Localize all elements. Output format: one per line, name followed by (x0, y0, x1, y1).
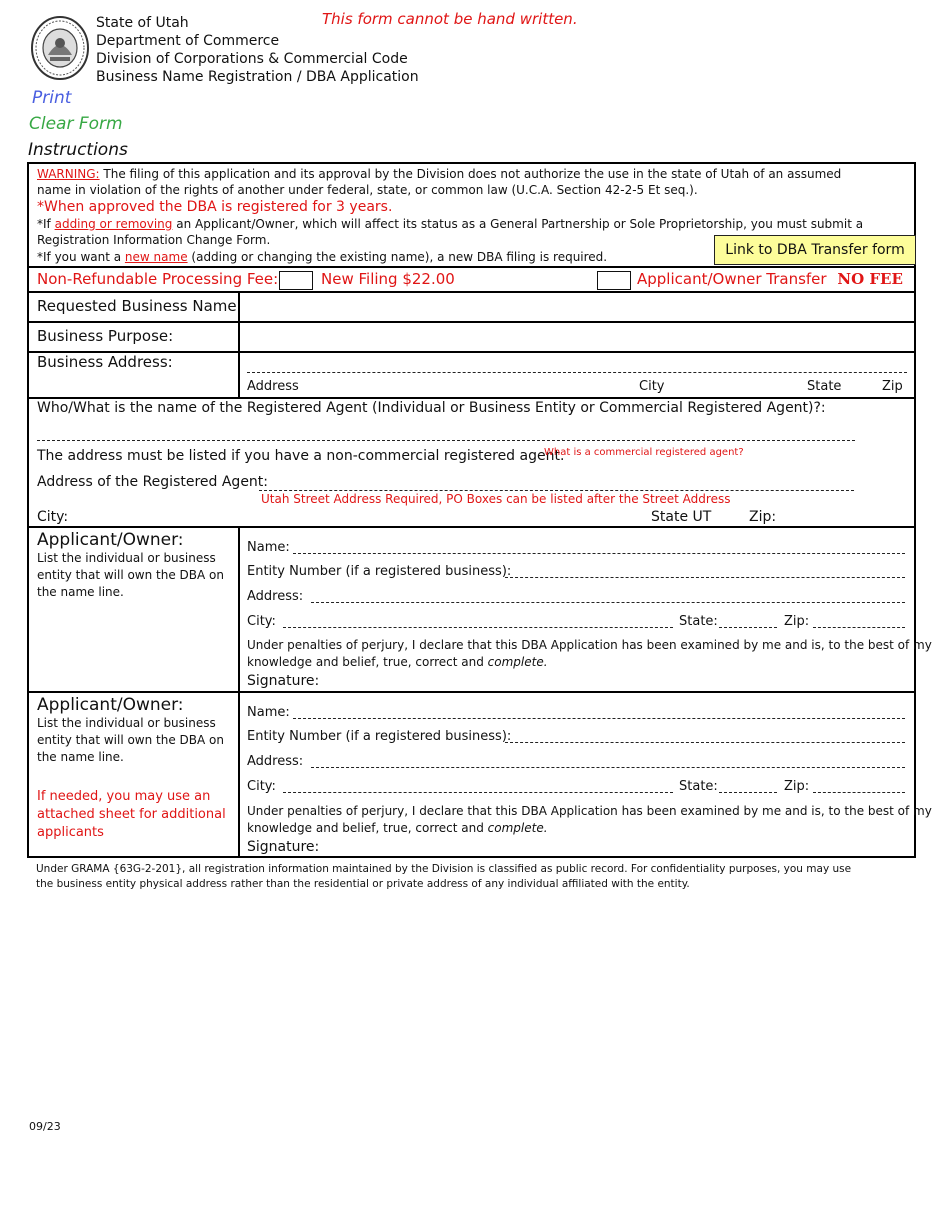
applicant-1-zip-input[interactable] (813, 627, 905, 628)
transfer-label: Applicant/Owner Transfer NO FEE (637, 270, 903, 288)
applicant-2-state-label: State: (679, 779, 718, 794)
applicant-2-name-label: Name: (247, 705, 290, 720)
agent-zip-label: Zip: (749, 509, 777, 525)
applicant-2-entity-label: Entity Number (if a registered business): (247, 729, 512, 744)
applicant-2-desc-1: List the individual or business (37, 716, 216, 730)
applicant-2-zip-input[interactable] (813, 792, 905, 793)
new-name-note: *If you want a new name (adding or changing the existing name), a new DBA filing is required. (37, 250, 608, 264)
business-purpose-label: Business Purpose: (37, 327, 174, 345)
applicant-1-address-input[interactable] (311, 602, 905, 603)
registered-agent-question: Who/What is the name of the Registered Agent (Individual or Business Entity or Commercial Registered Agent)?: (37, 400, 826, 416)
applicant-2-name-input[interactable] (293, 718, 905, 719)
applicant-1-signature-label: Signature: (247, 673, 320, 689)
applicant-2-city-input[interactable] (283, 792, 673, 793)
additional-applicants-note-2: attached sheet for additional (37, 807, 226, 822)
agent-address-label: Address of the Registered Agent: (37, 474, 269, 490)
new-name-link[interactable]: new name (124, 250, 188, 264)
applicant-1-title: Applicant/Owner: (37, 530, 184, 550)
applicant-1-entity-label: Entity Number (if a registered business): (247, 564, 512, 579)
hand-written-notice: This form cannot be hand written. (322, 10, 578, 28)
registered-agent-name-input[interactable] (37, 440, 855, 441)
applicant-2-title: Applicant/Owner: (37, 695, 184, 715)
utah-state-seal-icon (30, 15, 90, 81)
warning-label: WARNING: (37, 167, 100, 181)
applicant-2-signature-label: Signature: (247, 839, 320, 855)
commercial-agent-link[interactable]: What is a commercial registered agent? (544, 447, 744, 458)
warning-line-1: WARNING: The filing of this application and its approval by the Division does not authorize the use in the state of Utah of an assumed (37, 167, 842, 181)
must-list-note: The address must be listed if you have a non-commercial registered agent. (37, 448, 565, 464)
applicant-2-state-input[interactable] (719, 792, 777, 793)
address-sub-label: Address (247, 379, 299, 394)
applicant-1-entity-input[interactable] (505, 577, 905, 578)
street-address-note: Utah Street Address Required, PO Boxes can be listed after the Street Address (261, 492, 731, 506)
applicant-1-perjury-1: Under penalties of perjury, I declare that this DBA Application has been examined by me and is, to the best of my (247, 638, 932, 652)
applicant-2-signature-field[interactable] (321, 838, 911, 856)
adding-removing-note-2: Registration Information Change Form. (37, 233, 271, 247)
applicant-2-city-label: City: (247, 779, 276, 794)
header-form-title: Business Name Registration / DBA Application (96, 69, 419, 85)
transfer-checkbox[interactable] (597, 271, 631, 290)
applicant-2-entity-input[interactable] (505, 742, 905, 743)
applicant-1-zip-label: Zip: (784, 614, 810, 629)
approval-note: *When approved the DBA is registered for 3 years. (37, 199, 393, 215)
grama-note-2: the business entity physical address rather than the residential or private address of any individual affiliated with the entity. (36, 878, 690, 890)
fee-label: Non-Refundable Processing Fee: (37, 270, 279, 288)
applicant-1-name-input[interactable] (293, 553, 905, 554)
applicant-2-desc-3: the name line. (37, 750, 124, 764)
zip-sub-label: Zip (882, 379, 903, 394)
applicant-2-perjury-1: Under penalties of perjury, I declare that this DBA Application has been examined by me and is, to the best of my (247, 804, 932, 818)
new-filing-checkbox[interactable] (279, 271, 313, 290)
additional-applicants-note-3: applicants (37, 825, 104, 840)
applicant-1-desc-1: List the individual or business (37, 551, 216, 565)
applicant-2-address-input[interactable] (311, 767, 905, 768)
applicant-1-perjury-2: knowledge and belief, true, correct and complete. (247, 655, 548, 669)
agent-state-label: State UT (651, 509, 712, 525)
grama-note (36, 862, 851, 892)
applicant-1-city-label: City: (247, 614, 276, 629)
applicant-2-address-label: Address: (247, 754, 304, 769)
additional-applicants-note-1: If needed, you may use an (37, 789, 211, 804)
warning-line-2: name in violation of the rights of another under federal, state, or common law (U.C.A. Section 42-2-5 Et seq.). (37, 183, 698, 197)
applicant-1-state-label: State: (679, 614, 718, 629)
applicant-1-name-label: Name: (247, 540, 290, 555)
applicant-1-desc-2: entity that will own the DBA on (37, 568, 224, 582)
print-button[interactable]: Print (32, 88, 72, 108)
business-address-input[interactable] (247, 372, 907, 373)
business-address-label: Business Address: (37, 353, 173, 371)
requested-name-label: Requested Business Name: (37, 297, 242, 315)
no-fee-label: NO FEE (837, 270, 903, 288)
applicant-1-desc-3: the name line. (37, 585, 124, 599)
dba-transfer-form-button[interactable]: Link to DBA Transfer form (714, 235, 916, 265)
dba-application-form (27, 162, 932, 858)
agent-city-label: City: (37, 509, 69, 525)
requested-name-input[interactable] (241, 293, 914, 321)
new-filing-label: New Filing $22.00 (321, 270, 455, 288)
business-purpose-input[interactable] (241, 323, 914, 351)
state-sub-label: State (807, 379, 842, 394)
applicant-2-perjury-2: knowledge and belief, true, correct and complete. (247, 821, 548, 835)
applicant-1-city-input[interactable] (283, 627, 673, 628)
applicant-1-state-input[interactable] (719, 627, 777, 628)
city-sub-label: City (639, 379, 665, 394)
applicant-1-address-label: Address: (247, 589, 304, 604)
agent-address-input[interactable] (259, 490, 854, 491)
instructions-link[interactable]: Instructions (28, 140, 128, 160)
header-state: State of Utah (96, 15, 189, 31)
revision-date: 09/23 (29, 1120, 61, 1133)
clear-form-button[interactable]: Clear Form (29, 114, 123, 134)
applicant-1-signature-field[interactable] (321, 672, 911, 690)
adding-removing-note: *If adding or removing an Applicant/Owner, which will affect its status as a General Partnership or Sole Proprietorship, you must submit a (37, 217, 864, 231)
adding-removing-link[interactable]: adding or removing (54, 217, 173, 231)
header-department: Department of Commerce (96, 33, 280, 49)
applicant-2-zip-label: Zip: (784, 779, 810, 794)
applicant-2-desc-2: entity that will own the DBA on (37, 733, 224, 747)
grama-note-1: Under GRAMA {63G-2-201}, all registration information maintained by the Division is classified as public record. For confidentiality purposes, you may use (36, 863, 852, 875)
header-division: Division of Corporations & Commercial Code (96, 51, 408, 67)
